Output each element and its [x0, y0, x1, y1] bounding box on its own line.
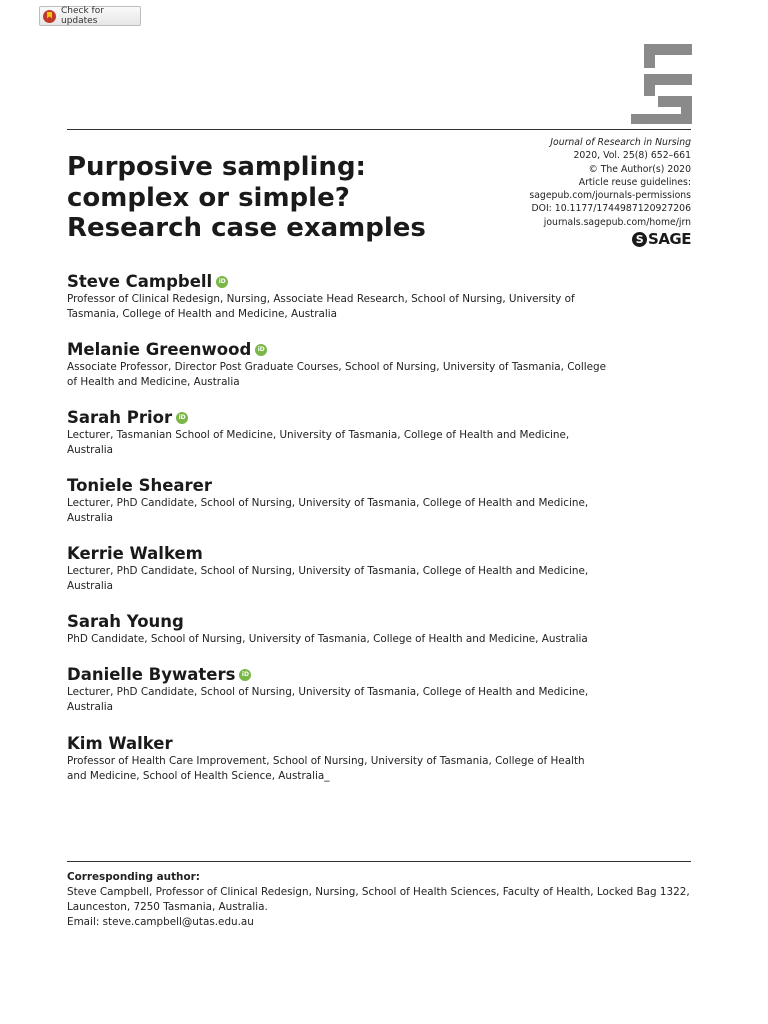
corresponding-author	[67, 870, 697, 930]
author-name: Sarah Young	[67, 612, 184, 631]
corresponding-label: Corresponding author:	[67, 871, 200, 883]
author-name: Steve Campbell	[67, 272, 213, 291]
orcid-icon[interactable]: iD	[216, 276, 228, 288]
author-affiliation: Lecturer, PhD Candidate, School of Nursing, University of Tasmania, College of Health and Medicine, Australia	[67, 565, 589, 592]
corresponding-line: Steve Campbell, Professor of Clinical Redesign, Nursing, School of Health Sciences, Faculty of Health, Locked Bag 1322,	[67, 886, 690, 898]
author-name-row	[67, 612, 607, 632]
journal-home-link[interactable]: journals.sagepub.com/home/jrn	[543, 216, 691, 228]
author-entry	[67, 665, 607, 734]
author-name-row	[67, 408, 607, 428]
permissions-link[interactable]: sagepub.com/journals-permissions	[529, 190, 691, 202]
author-name: Sarah Prior	[67, 408, 173, 427]
publisher-name: SAGE	[648, 230, 691, 248]
journal-name: Journal of Research in Nursing	[550, 137, 691, 148]
author-entry	[67, 734, 607, 784]
orcid-icon[interactable]: iD	[176, 412, 188, 424]
author-entry	[67, 612, 607, 665]
author-affiliation: PhD Candidate, School of Nursing, University of Tasmania, College of Health and Medicine, Australia	[67, 633, 588, 645]
author-affiliation: Associate Professor, Director Post Graduate Courses, School of Nursing, University of Tasmania, College of Health and Medicine, Australia	[67, 361, 606, 388]
orcid-icon[interactable]: iD	[255, 344, 267, 356]
author-entry	[67, 544, 607, 612]
author-entry	[67, 340, 607, 408]
doi-link[interactable]: DOI: 10.1177/1744987120927206	[531, 203, 691, 215]
author-name-row	[67, 665, 607, 685]
reuse-label: Article reuse guidelines:	[578, 176, 691, 188]
author-name: Danielle Bywaters	[67, 665, 236, 684]
header-divider	[67, 129, 691, 130]
publisher-logo	[632, 230, 691, 248]
author-name-row	[67, 544, 607, 564]
author-name: Kim Walker	[67, 734, 173, 753]
author-entry	[67, 272, 607, 340]
author-affiliation: Professor of Health Care Improvement, School of Nursing, University of Tasmania, College of Health and Medicine, School of Health Science, Australia_	[67, 755, 585, 782]
copyright: © The Author(s) 2020	[588, 163, 691, 175]
check-for-updates-label: Check for updates	[61, 6, 104, 26]
orcid-icon[interactable]: iD	[239, 669, 251, 681]
author-name: Kerrie Walkem	[67, 544, 203, 563]
author-affiliation: Lecturer, PhD Candidate, School of Nursing, University of Tasmania, College of Health and Medicine, Australia	[67, 686, 589, 713]
author-name: Toniele Shearer	[67, 476, 213, 495]
journal-logo	[628, 42, 710, 128]
author-name-row	[67, 272, 607, 292]
bookmark-icon	[43, 10, 56, 23]
author-affiliation: Lecturer, Tasmanian School of Medicine, University of Tasmania, College of Health and Medicine, Australia	[67, 429, 570, 456]
author-name: Melanie Greenwood	[67, 340, 252, 359]
journal-meta	[451, 136, 691, 229]
author-name-row	[67, 476, 607, 496]
sage-s-icon: S	[632, 232, 647, 247]
corresponding-line: Launceston, 7250 Tasmania, Australia.	[67, 901, 268, 913]
author-name-row	[67, 734, 607, 754]
footer-divider	[67, 861, 691, 862]
author-list	[67, 272, 607, 784]
article-title: Purposive sampling: complex or simple? Research case examples	[67, 152, 426, 243]
author-name-row	[67, 340, 607, 360]
check-for-updates-button[interactable]	[39, 6, 141, 26]
journal-volume: 2020, Vol. 25(8) 652–661	[573, 150, 691, 162]
author-entry	[67, 476, 607, 544]
corresponding-email[interactable]: Email: steve.campbell@utas.edu.au	[67, 916, 254, 928]
author-affiliation: Professor of Clinical Redesign, Nursing, Associate Head Research, School of Nursing, University of Tasmania, College of Health and Medicine, Australia	[67, 293, 575, 320]
author-entry	[67, 408, 607, 476]
author-affiliation: Lecturer, PhD Candidate, School of Nursing, University of Tasmania, College of Health and Medicine, Australia	[67, 497, 589, 524]
